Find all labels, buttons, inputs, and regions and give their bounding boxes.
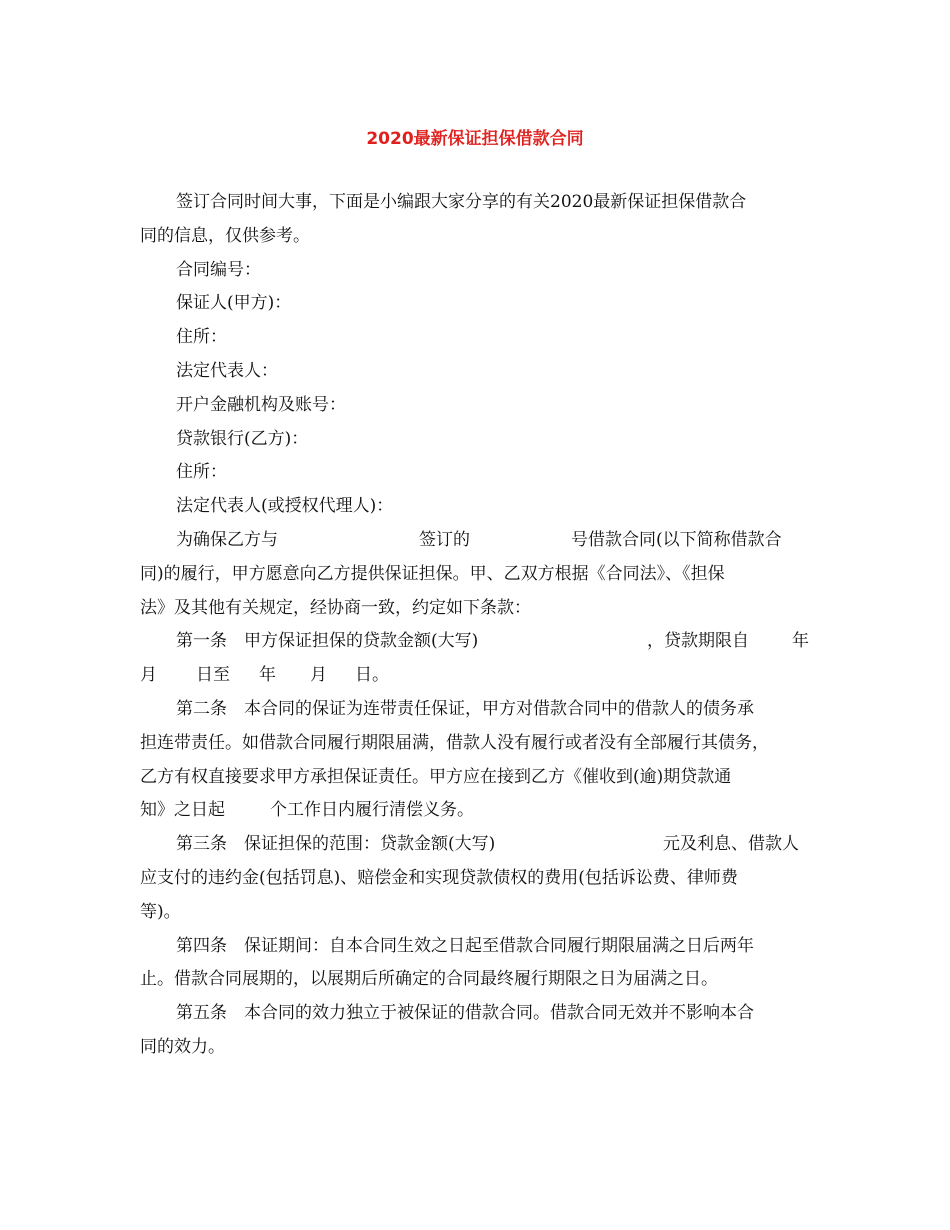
article-1-seg-e: 日至 — [196, 665, 230, 686]
article-1-line-2 — [140, 659, 812, 693]
article-2-line-2: 担连带责任。如借款合同履行期限届满，借款人没有履行或者没有全部履行其债务， — [140, 732, 769, 753]
article-4-line-2: 止。借款合同展期的，以展期后所确定的合同最终履行期限之日为届满之日。 — [140, 969, 718, 990]
purpose-line-2: 同)的履行，甲方愿意向乙方提供保证担保。甲、乙双方根据《合同法》、《担保 — [140, 563, 725, 584]
intro-line-2: 同的信息，仅供参考。 — [140, 225, 310, 246]
article-5-line-2: 同的效力。 — [140, 1036, 225, 1057]
article-1-seg-f: 年 — [259, 665, 276, 686]
purpose-seg-c: 号借款合同(以下简称借款合 — [571, 529, 782, 550]
article-5-line-1: 第五条 本合同的效力独立于被保证的借款合同。借款合同无效并不影响本合 — [176, 1003, 754, 1024]
field-bank-account: 开户金融机构及账号： — [176, 394, 346, 415]
article-3-line-1 — [140, 828, 812, 862]
intro-line-1: 签订合同时间大事，下面是小编跟大家分享的有关2020最新保证担保借款合 — [176, 192, 747, 212]
field-guarantor-address: 住所： — [176, 327, 227, 348]
field-lending-bank: 贷款银行(乙方)： — [176, 428, 309, 449]
article-3-line-2: 应支付的违约金(包括罚息)、赔偿金和实现贷款债权的费用(包括诉讼费、律师费 — [140, 867, 738, 888]
article-2-seg-a: 知》之日起 — [140, 800, 225, 821]
field-guarantor-legal-rep: 法定代表人： — [176, 360, 278, 381]
article-2-line-3: 乙方有权直接要求甲方承担保证责任。甲方应在接到乙方《催收到(逾)期贷款通 — [140, 766, 732, 787]
article-4-line-1: 第四条 保证期间：自本合同生效之日起至借款合同履行期限届满之日后两年 — [176, 935, 754, 956]
purpose-seg-b: 签订的 — [419, 529, 470, 550]
article-3-seg-a: 第三条 保证担保的范围：贷款金额(大写) — [176, 834, 496, 855]
purpose-seg-a: 为确保乙方与 — [176, 529, 278, 550]
article-1-seg-a: 第一条 甲方保证担保的贷款金额(大写) — [176, 631, 479, 652]
purpose-line-3: 法》及其他有关规定，经协商一致，约定如下条款： — [140, 597, 531, 618]
article-3-line-3: 等)。 — [140, 901, 181, 922]
article-1-line-1 — [140, 625, 812, 659]
field-contract-number: 合同编号： — [176, 259, 261, 280]
article-1-seg-d: 月 — [140, 665, 157, 686]
field-guarantor: 保证人(甲方)： — [176, 293, 292, 314]
article-2-seg-b: 个工作日内履行清偿义务。 — [270, 800, 474, 821]
purpose-line-1 — [140, 524, 812, 558]
document-title: 2020最新保证担保借款合同 — [366, 129, 584, 149]
article-1-seg-c: 年 — [792, 631, 809, 652]
article-1-seg-g: 月 — [310, 665, 327, 686]
field-bank-legal-rep: 法定代表人(或授权代理人)： — [176, 496, 394, 517]
article-1-seg-b: ，贷款期限自 — [647, 631, 749, 652]
article-3-seg-b: 元及利息、借款人 — [663, 834, 799, 855]
article-2-line-1: 第二条 本合同的保证为连带责任保证，甲方对借款合同中的借款人的债务承 — [176, 698, 754, 719]
field-bank-address: 住所： — [176, 462, 227, 483]
document-body — [140, 186, 812, 1065]
article-2-line-4 — [140, 794, 812, 828]
article-1-seg-h: 日。 — [355, 665, 389, 686]
